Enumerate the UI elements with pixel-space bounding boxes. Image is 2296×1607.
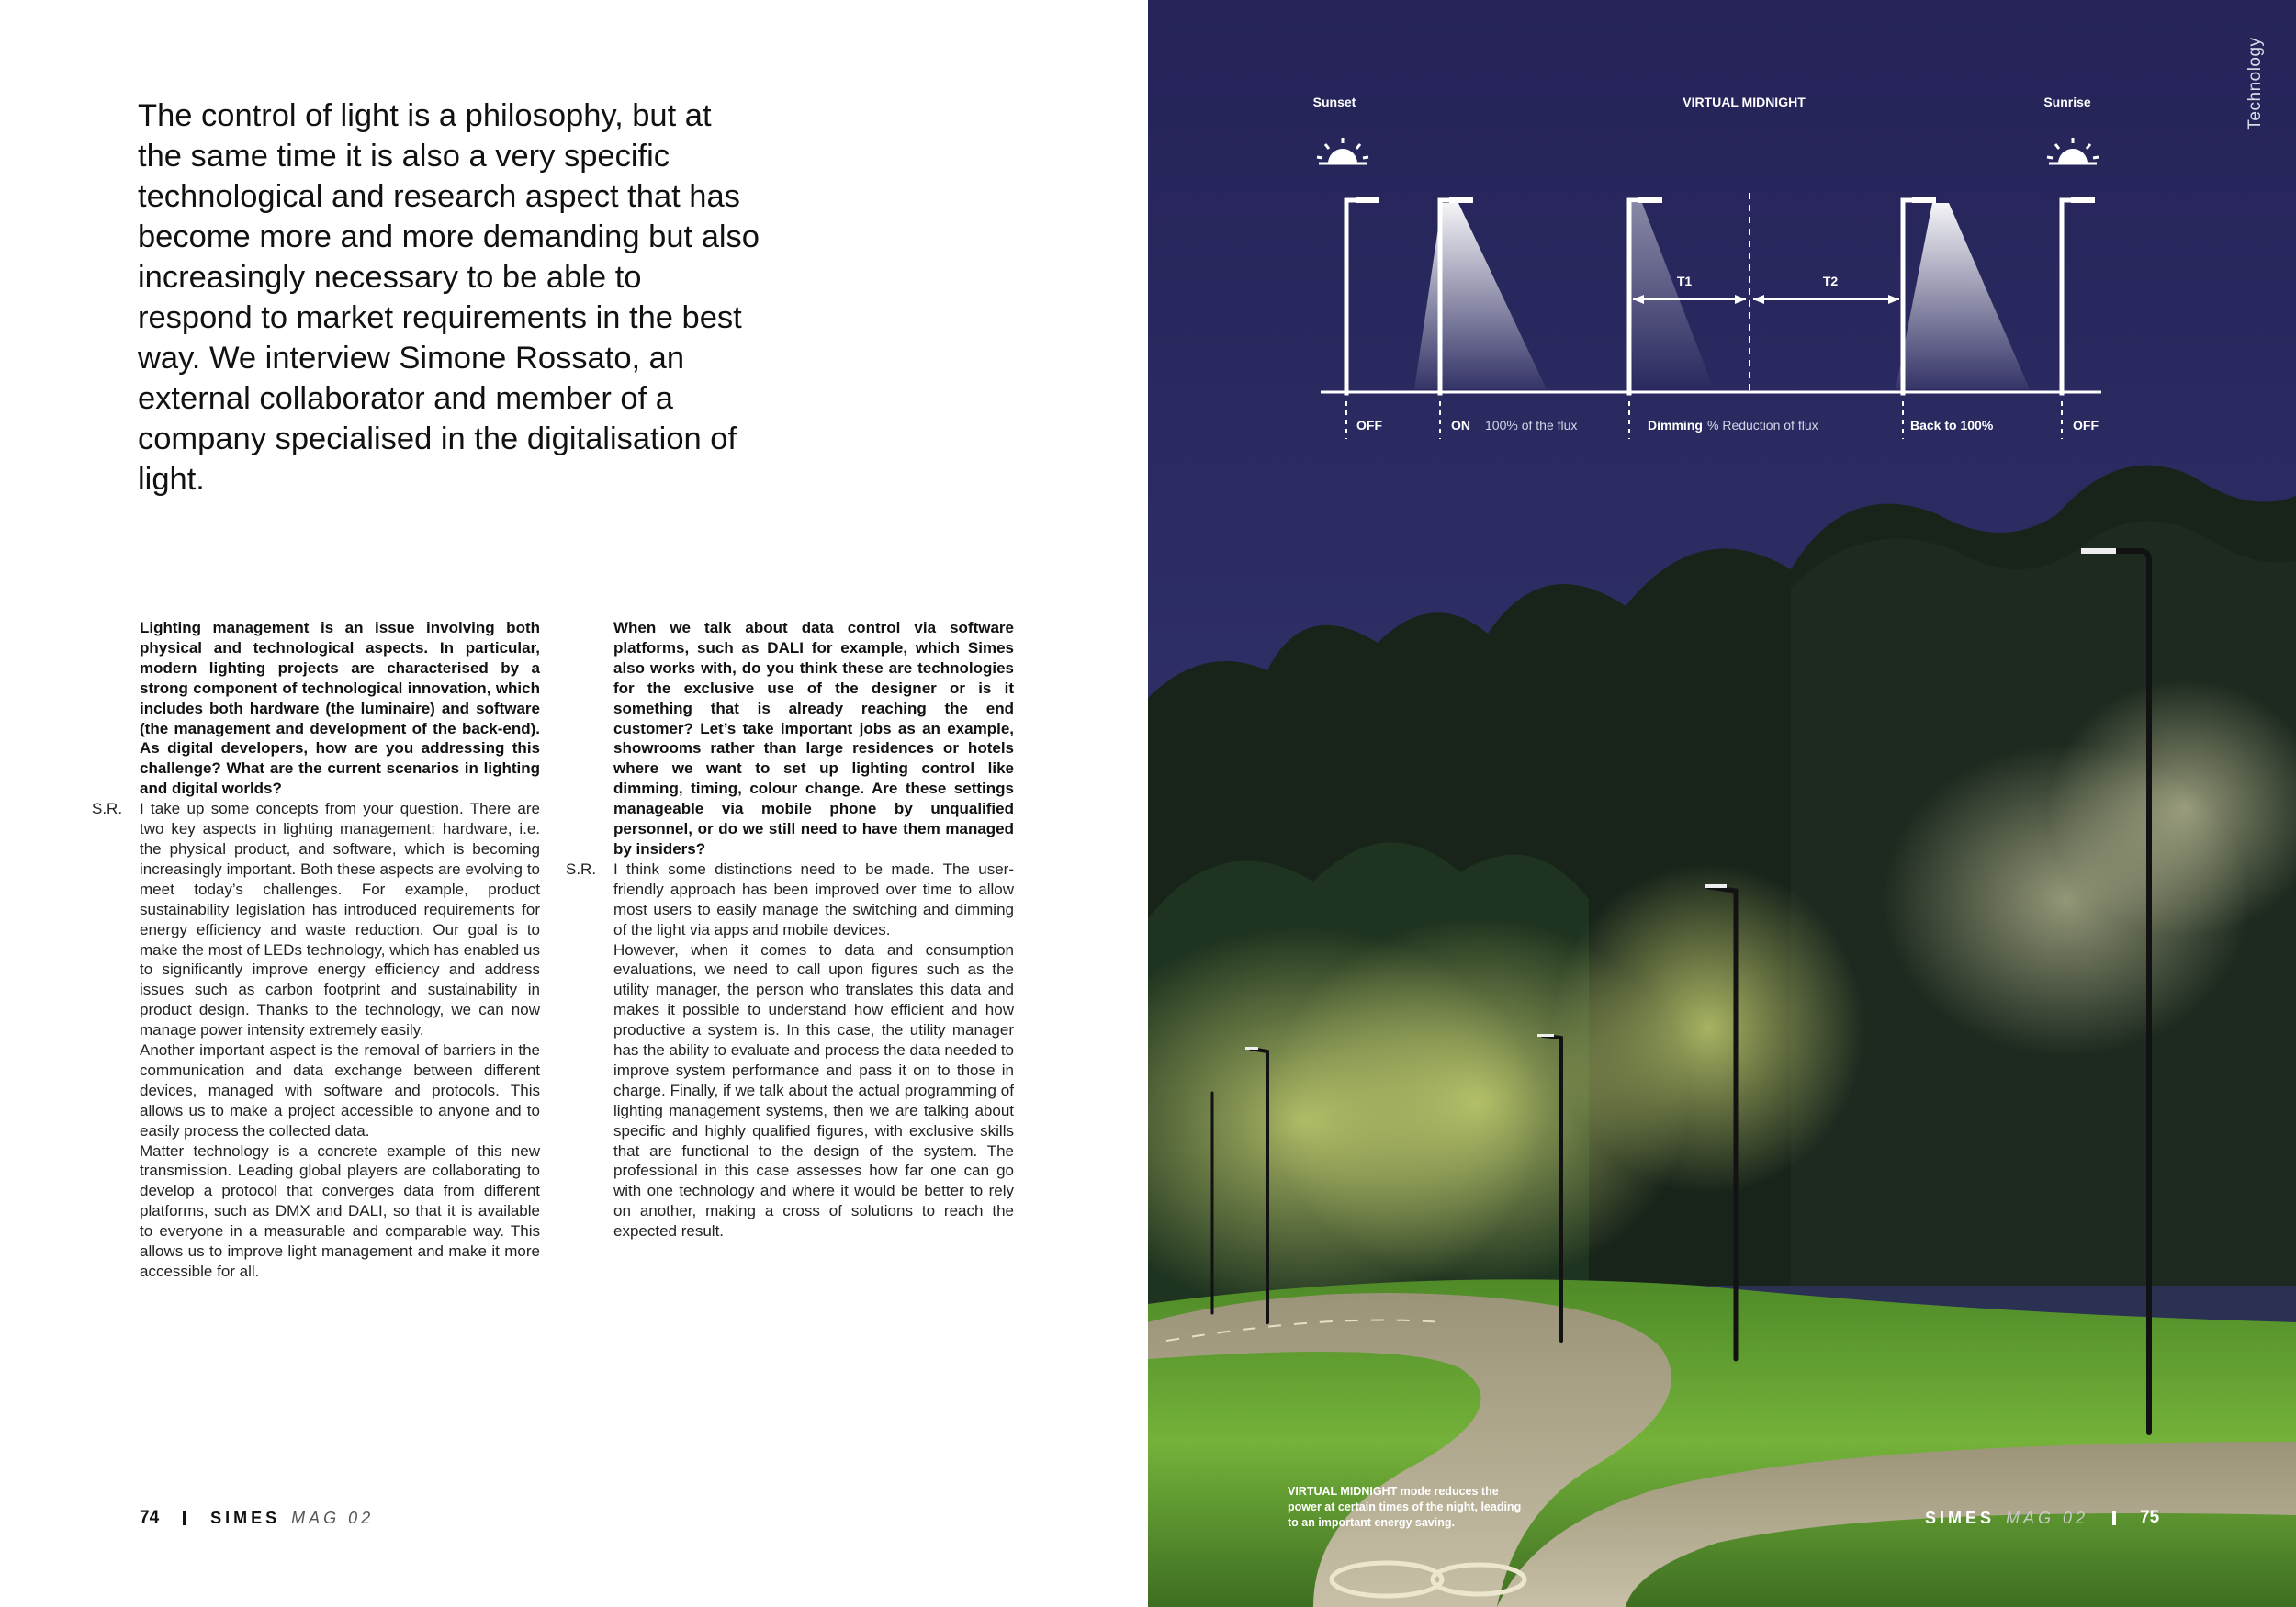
answer-1-paragraph: Another important aspect is the removal of barriers in the communication and data exchange between different devices, managed with software and protocols. This allows us to make a project accessible to anyone and to easily process the collected data. <box>140 1041 540 1140</box>
label-sunset: Sunset <box>1312 95 1356 109</box>
label-virtual-midnight: VIRTUAL MIDNIGHT <box>1683 95 1806 109</box>
brand-name: SIMES <box>210 1508 281 1527</box>
magazine-issue: MAG 02 <box>2006 1508 2089 1527</box>
label-off-start: OFF <box>1356 418 1382 433</box>
section-label: Technology <box>2245 37 2265 130</box>
question-1: Lighting management is an issue involving both physical and technological aspects. In particular, modern lighting projects are characterised by a strong component of technological innovation, which includes both hardware (the luminaire) and software (the management and development of the back-end). As digital developers, how are you addressing this challenge? What are the current scenarios in lighting and digital worlds? <box>140 619 540 798</box>
page-number: 75 <box>2140 1508 2160 1527</box>
section-tab <box>2243 33 2268 134</box>
question-2: When we talk about data control via software platforms, such as DALI for example, which Simes also works with, do you think these are technologies for the exclusive use of the designer or is it something that is already reaching the end customer? Let’s take important jobs as an example, showrooms rather than large residences or hotels where we want to set up lighting control like dimming, timing, colour change. Are these settings manageable via mobile phone by unqualified personnel, or do we still need to have them managed by insiders? <box>613 619 1014 858</box>
photo-caption: VIRTUAL MIDNIGHT mode reduces the power at certain times of the night, leading to an important energy saving. <box>1288 1485 1522 1529</box>
label-dimming: Dimming <box>1648 418 1703 433</box>
label-sunrise: Sunrise <box>2043 95 2091 109</box>
footer-divider <box>183 1511 186 1525</box>
magazine-issue: MAG 02 <box>291 1508 375 1527</box>
label-t2: T2 <box>1822 274 1839 288</box>
night-park-photo <box>1148 0 2296 1607</box>
label-t1: T1 <box>1676 274 1693 288</box>
label-off-end: OFF <box>2073 418 2099 433</box>
interview-column-1 <box>92 618 540 1282</box>
label-on-note: 100% of the flux <box>1485 418 1578 433</box>
answer-2-paragraph: However, when it comes to data and consumption evaluations, we need to call upon figures such as the utility manager, the person who translates this data and makes it possible to understand how efficient and how productive a system is. In this case, the utility manager has the ability to evaluate and process the data needed to improve system performance and pass it on to those in charge. Finally, if we talk about the actual programming of lighting management systems, then we are talking about specific and highly qualified figures, with exclusive skills that are functional to the design of the system. The professional in this case assesses how far one can go with one technology and where it would be better to rely on another, making a cross of solutions to reach the expected result. <box>613 940 1014 1241</box>
label-on: ON <box>1451 418 1470 433</box>
intro-lead: The control of light is a philosophy, but at the same time it is also a very specific technological and research aspect that has become more and more demanding but also increasingly necessary to be able to respond to market requirements in the best way. We interview Simone Rossato, an external collaborator and member of a company specialised in the digitalisation of light. <box>138 98 760 497</box>
footer-left <box>140 1508 374 1528</box>
page-number: 74 <box>140 1508 160 1527</box>
footer-right <box>1925 1508 2159 1528</box>
speaker-initials: S.R. <box>566 860 597 878</box>
answer-2 <box>566 860 1014 1242</box>
interview-column-2 <box>566 618 1014 1242</box>
right-page <box>1148 0 2296 1607</box>
answer-1 <box>92 799 540 1282</box>
speaker-initials: S.R. <box>92 800 123 818</box>
footer-divider <box>2112 1511 2116 1525</box>
brand-name: SIMES <box>1925 1508 1996 1527</box>
label-back-to-full: Back to 100% <box>1910 418 1994 433</box>
answer-2-paragraph: I think some distinctions need to be made. The user-friendly approach has been improved over time to allow most users to easily manage the switching and dimming of the light via apps and mobile devices. <box>613 860 1014 938</box>
answer-1-paragraph: I take up some concepts from your question. There are two key aspects in lighting management: hardware, i.e. the physical product, and software, which is becoming increasingly important. Both these aspects are evolving to meet today’s challenges. For example, product sustainability legislation has introduced requirements for energy efficiency and waste reduction. Our goal is to make the most of LEDs technology, which has enabled us to significantly improve energy efficiency and address issues such as carbon footprint and sustainability in product design. Thanks to the technology, we can now manage power intensity extremely easily. <box>140 800 540 1039</box>
label-dimming-note: % Reduction of flux <box>1707 418 1818 433</box>
answer-1-paragraph: Matter technology is a concrete example of this new transmission. Leading global players are collaborating to develop a protocol that converges data from different platforms, such as DMX and DALI, so that it is available to everyone in a measurable and comparable way. This allows us to improve light management and make it more accessible for all. <box>140 1141 540 1280</box>
